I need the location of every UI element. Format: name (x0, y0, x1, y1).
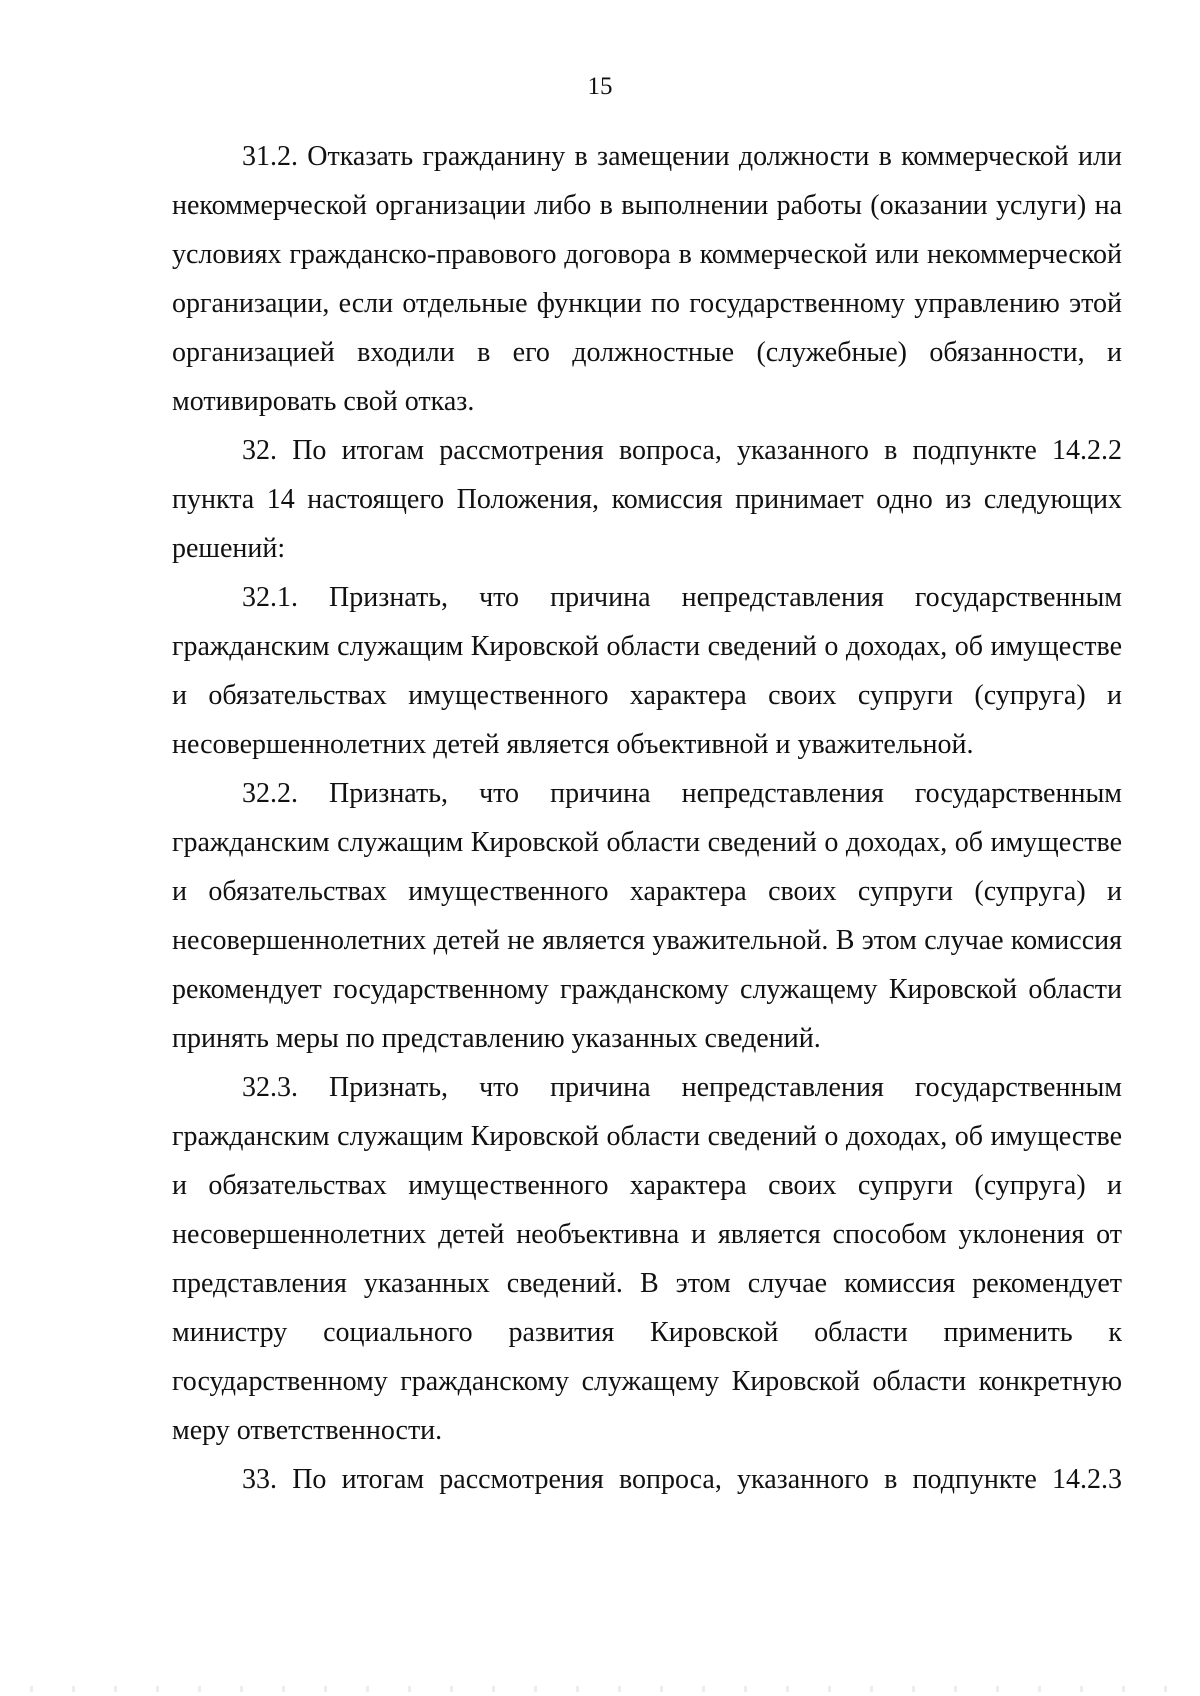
paragraph-32: 32. По итогам рассмотрения вопроса, указанного в подпункте 14.2.2 пункта 14 настоящего Положения, комиссия принимает одно из следующих решений: (172, 435, 1122, 564)
paragraph-31-2: 31.2. Отказать гражданину в замещении должности в коммерческой или некоммерческой организации либо в выполнении работы (оказании услуги) на условиях гражданско-правового договора в коммерческой или некоммерческой организации, если отдельные функции по государственному управлению этой организацией входили в его должностные (служебные) обязанности, и мотивировать свой отказ. (172, 141, 1122, 417)
scan-artifact-strip (30, 1686, 1170, 1692)
page-number: 15 (587, 73, 613, 100)
document-body (172, 132, 1122, 1504)
paragraph-32-2: 32.2. Признать, что причина непредставления государственным гражданским служащим Кировской области сведений о доходах, об имуществе и обязательствах имущественного характера своих супруги (супруга) и несовершеннолетних детей не является уважительной. В этом случае комиссия рекомендует государственному гражданскому служащему Кировской области принять меры по представлению указанных сведений. (172, 778, 1122, 1054)
paragraph-32-1: 32.1. Признать, что причина непредставления государственным гражданским служащим Кировской области сведений о доходах, об имуществе и обязательствах имущественного характера своих супруги (супруга) и несовершеннолетних детей является объективной и уважительной. (172, 582, 1122, 760)
paragraph-33: 33. По итогам рассмотрения вопроса, указанного в подпункте 14.2.3 (242, 1464, 1122, 1495)
paragraph-32-3: 32.3. Признать, что причина непредставления государственным гражданским служащим Кировской области сведений о доходах, об имуществе и обязательствах имущественного характера своих супруги (супруга) и несовершеннолетних детей необъективна и является способом уклонения от представления указанных сведений. В этом случае комиссия рекомендует министру социального развития Кировской области применить к государственному гражданскому служащему Кировской области конкретную меру ответственности. (172, 1072, 1122, 1446)
